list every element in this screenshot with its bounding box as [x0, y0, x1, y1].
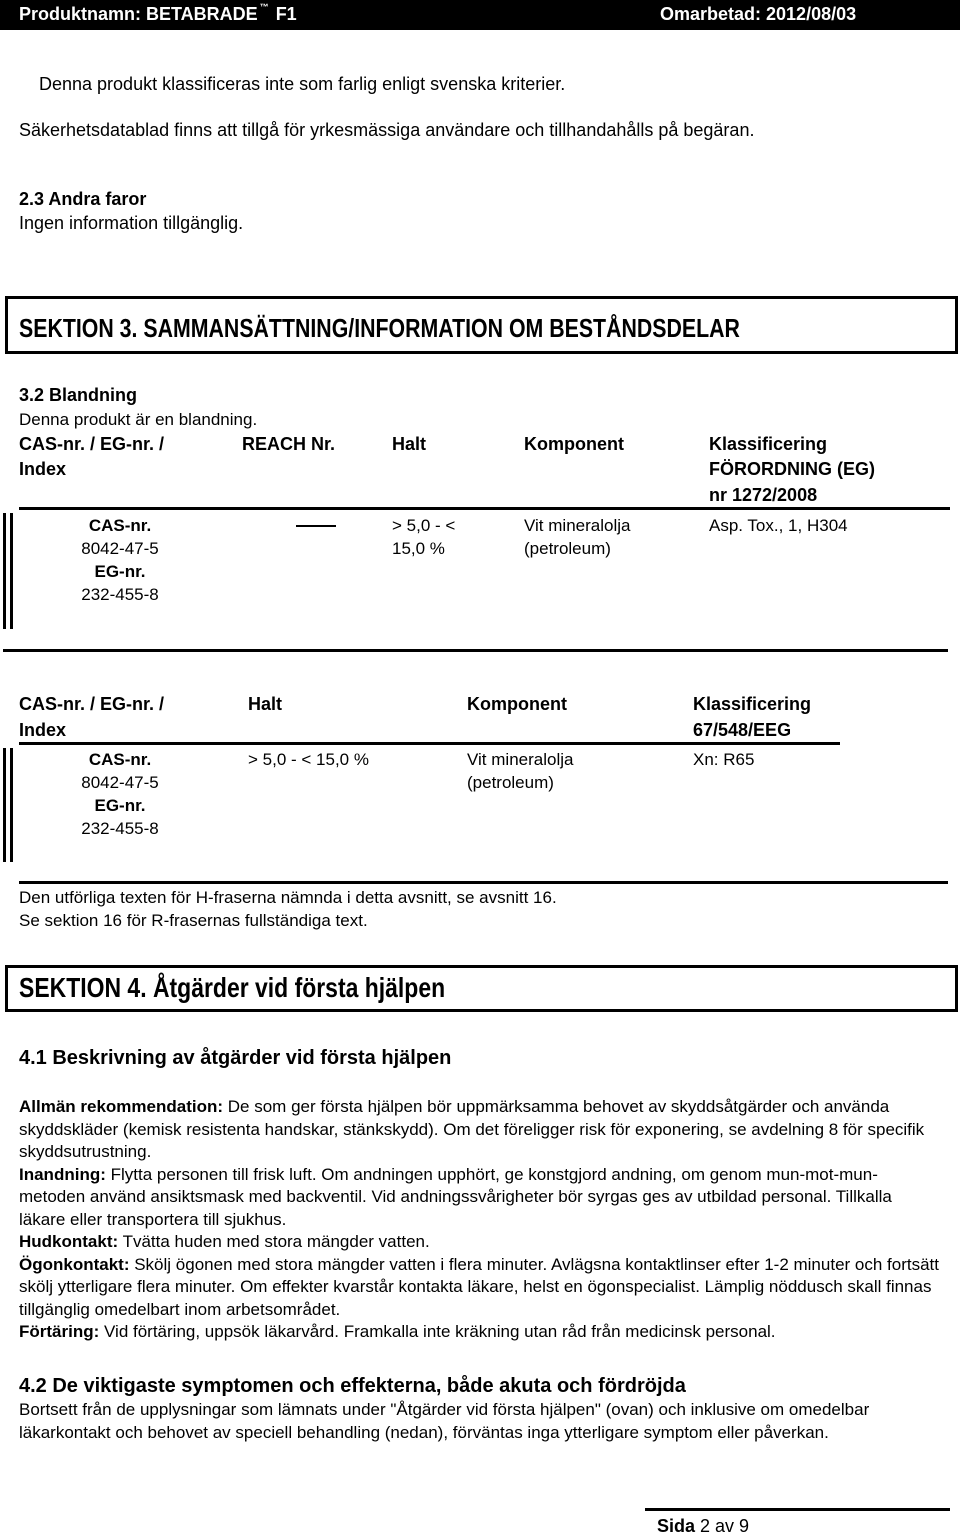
row-klass: Asp. Tox., 1, H304	[709, 516, 848, 535]
section-3-bottom-rule	[5, 351, 958, 354]
general-advice	[19, 1096, 939, 1164]
table-2-left-bar-2	[10, 748, 13, 862]
section-3-2-title: 3.2 Blandning	[19, 385, 138, 405]
ingestion-label: Förtäring:	[19, 1322, 100, 1341]
intro-line-1: Denna produkt klassificeras inte som farlig enligt svenska kriterier.	[39, 74, 566, 94]
trademark-symbol: ™	[259, 2, 269, 12]
eye-contact-label: Ögonkontakt:	[19, 1254, 130, 1274]
row-cas-value: 8042-47-5	[81, 773, 159, 792]
section-4-right-rule	[955, 965, 958, 1012]
eye-contact-text: Skölj ögonen med stora mängder vatten i flera minuter. Avlägsna kontaktlinser efter 1-2 minuter och fortsätt skölj ytterligare flera minuter. Om effekter kvarstår kontakta läkare, helst en ögonspecialist. Lämplig nöddusch skall finnas tillgänglig omedelbart inom arbetsområdet.	[19, 1254, 940, 1319]
table-1-left-bar-1	[3, 513, 6, 629]
col-komponent-header: Komponent	[467, 694, 567, 714]
section-4-1-title: 4.1 Beskrivning av åtgärder vid första hjälpen	[19, 1047, 452, 1069]
row-halt-2: 15,0 %	[392, 539, 445, 558]
section-4-title: SEKTION 4. Åtgärder vid första hjälpen	[19, 972, 446, 1003]
section-3-left-rule	[5, 296, 8, 354]
section-4-left-rule	[5, 965, 8, 1012]
row-cas-label: CAS-nr.	[88, 750, 152, 769]
intro-line-2: Säkerhetsdatablad finns att tillgå för yrkesmässiga användare och tillhandahålls på begäran.	[19, 120, 755, 140]
table-2-bottom-rule	[19, 881, 948, 884]
row-komponent-2: (petroleum)	[524, 539, 611, 558]
section-3-right-rule	[955, 296, 958, 354]
row-komponent-1: Vit mineralolja	[467, 750, 574, 769]
col-halt-header: Halt	[392, 434, 427, 454]
col-komponent-header: Komponent	[524, 434, 624, 454]
eye-contact	[19, 1254, 939, 1322]
row-reach-dash	[296, 525, 336, 527]
col-klass-header-3: nr 1272/2008	[709, 485, 818, 505]
row-klass: Xn: R65	[693, 750, 755, 769]
general-advice-label: Allmän rekommendation:	[19, 1097, 224, 1116]
table-1-header-rule	[19, 507, 950, 510]
row-eg-label: EG-nr.	[94, 796, 146, 815]
col-reach-header: REACH Nr.	[242, 434, 336, 454]
inhalation	[19, 1164, 939, 1232]
table-2-left-bar-1	[3, 748, 6, 862]
skin-contact-text: Tvätta huden med stora mängder vatten.	[118, 1232, 430, 1251]
section-4-top-rule	[5, 965, 958, 968]
section-4-2-title: 4.2 De viktigaste symptomen och effekterna, både akuta och fördröjda	[19, 1375, 686, 1397]
inhalation-text: Flytta personen till frisk luft. Om andningen upphört, ge konstgjord andning, om genom mun-mot-mun-metoden använd ansiktsmask med backventil. Vid andningssvårigheter bör syrgas ges av utbildad personal. Tillkalla läkare eller transportera till sjukhus.	[19, 1164, 892, 1229]
table-1-bottom-rule	[3, 649, 948, 652]
general-advice-text: De som ger första hjälpen bör uppmärksamma behovet av skyddsåtgärder och använda skyddskläder (kemisk resistenta handskar, stänkskydd). Om det föreligger risk för exponering, se avdelning 8 för specifik skyddsutrustning.	[19, 1097, 925, 1161]
footer-rule	[645, 1508, 950, 1511]
first-aid-paragraphs	[19, 1096, 939, 1344]
col-klass-header-1: Klassificering	[709, 434, 828, 454]
section-3-title: SEKTION 3. SAMMANSÄTTNING/INFORMATION OM BESTÅNDSDELAR	[19, 313, 740, 343]
col-index-header: Index	[19, 459, 67, 479]
section-4-2-text: Bortsett från de upplysningar som lämnats under "Åtgärder vid första hjälpen" (ovan) och inklusive om omedelbar läkarkontakt och behovet av speciell behandling (nedan), förväntas inga ytterligare symptom eller påverkan.	[19, 1400, 870, 1442]
col-klass-header-1: Klassificering	[693, 694, 812, 714]
col-halt-header: Halt	[248, 694, 283, 714]
row-halt: > 5,0 - < 15,0 %	[248, 750, 369, 769]
product-name: Produktnamn: BETABRADE ™ F1	[19, 2, 297, 24]
page-count: 2 av 9	[700, 1516, 750, 1536]
ingestion-text: Vid förtäring, uppsök läkarvård. Framkalla inte kräkning utan råd från medicinsk personal.	[99, 1322, 776, 1341]
row-halt-1: > 5,0 - <	[392, 516, 456, 535]
col-index-header: Index	[19, 720, 67, 740]
row-eg-label: EG-nr.	[94, 562, 146, 581]
table-1-left-bar-2	[10, 513, 13, 629]
row-cas-label: CAS-nr.	[88, 516, 152, 535]
row-cas-value: 8042-47-5	[81, 539, 159, 558]
row-komponent-1: Vit mineralolja	[524, 516, 631, 535]
revision-date: Omarbetad: 2012/08/03	[660, 4, 857, 24]
col-klass-header-2: FÖRORDNING (EG)	[709, 459, 875, 479]
ingestion	[19, 1321, 939, 1344]
row-komponent-2: (petroleum)	[467, 773, 554, 792]
row-eg-value: 232-455-8	[81, 585, 159, 604]
table-2-header-rule	[19, 742, 840, 745]
page-header	[0, 0, 960, 30]
inhalation-label: Inandning:	[19, 1164, 106, 1184]
section-4-bottom-rule	[5, 1009, 958, 1012]
page-label: Sida	[657, 1516, 696, 1536]
col-cas-header: CAS-nr. / EG-nr. /	[19, 434, 165, 454]
note-r-phrases: Se sektion 16 för R-frasernas fullständiga text.	[19, 911, 368, 930]
section-2-3-title: 2.3 Andra faror	[19, 189, 147, 209]
col-cas-header: CAS-nr. / EG-nr. /	[19, 694, 165, 714]
col-klass-header-2: 67/548/EEG	[693, 720, 792, 740]
section-2-3-text: Ingen information tillgänglig.	[19, 213, 244, 233]
section-3-top-rule	[5, 296, 958, 299]
note-h-phrases: Den utförliga texten för H-fraserna nämnda i detta avsnitt, se avsnitt 16.	[19, 888, 557, 907]
skin-contact	[19, 1231, 939, 1254]
row-eg-value: 232-455-8	[81, 819, 159, 838]
section-3-2-text: Denna produkt är en blandning.	[19, 410, 258, 429]
skin-contact-label: Hudkontakt:	[19, 1232, 119, 1251]
